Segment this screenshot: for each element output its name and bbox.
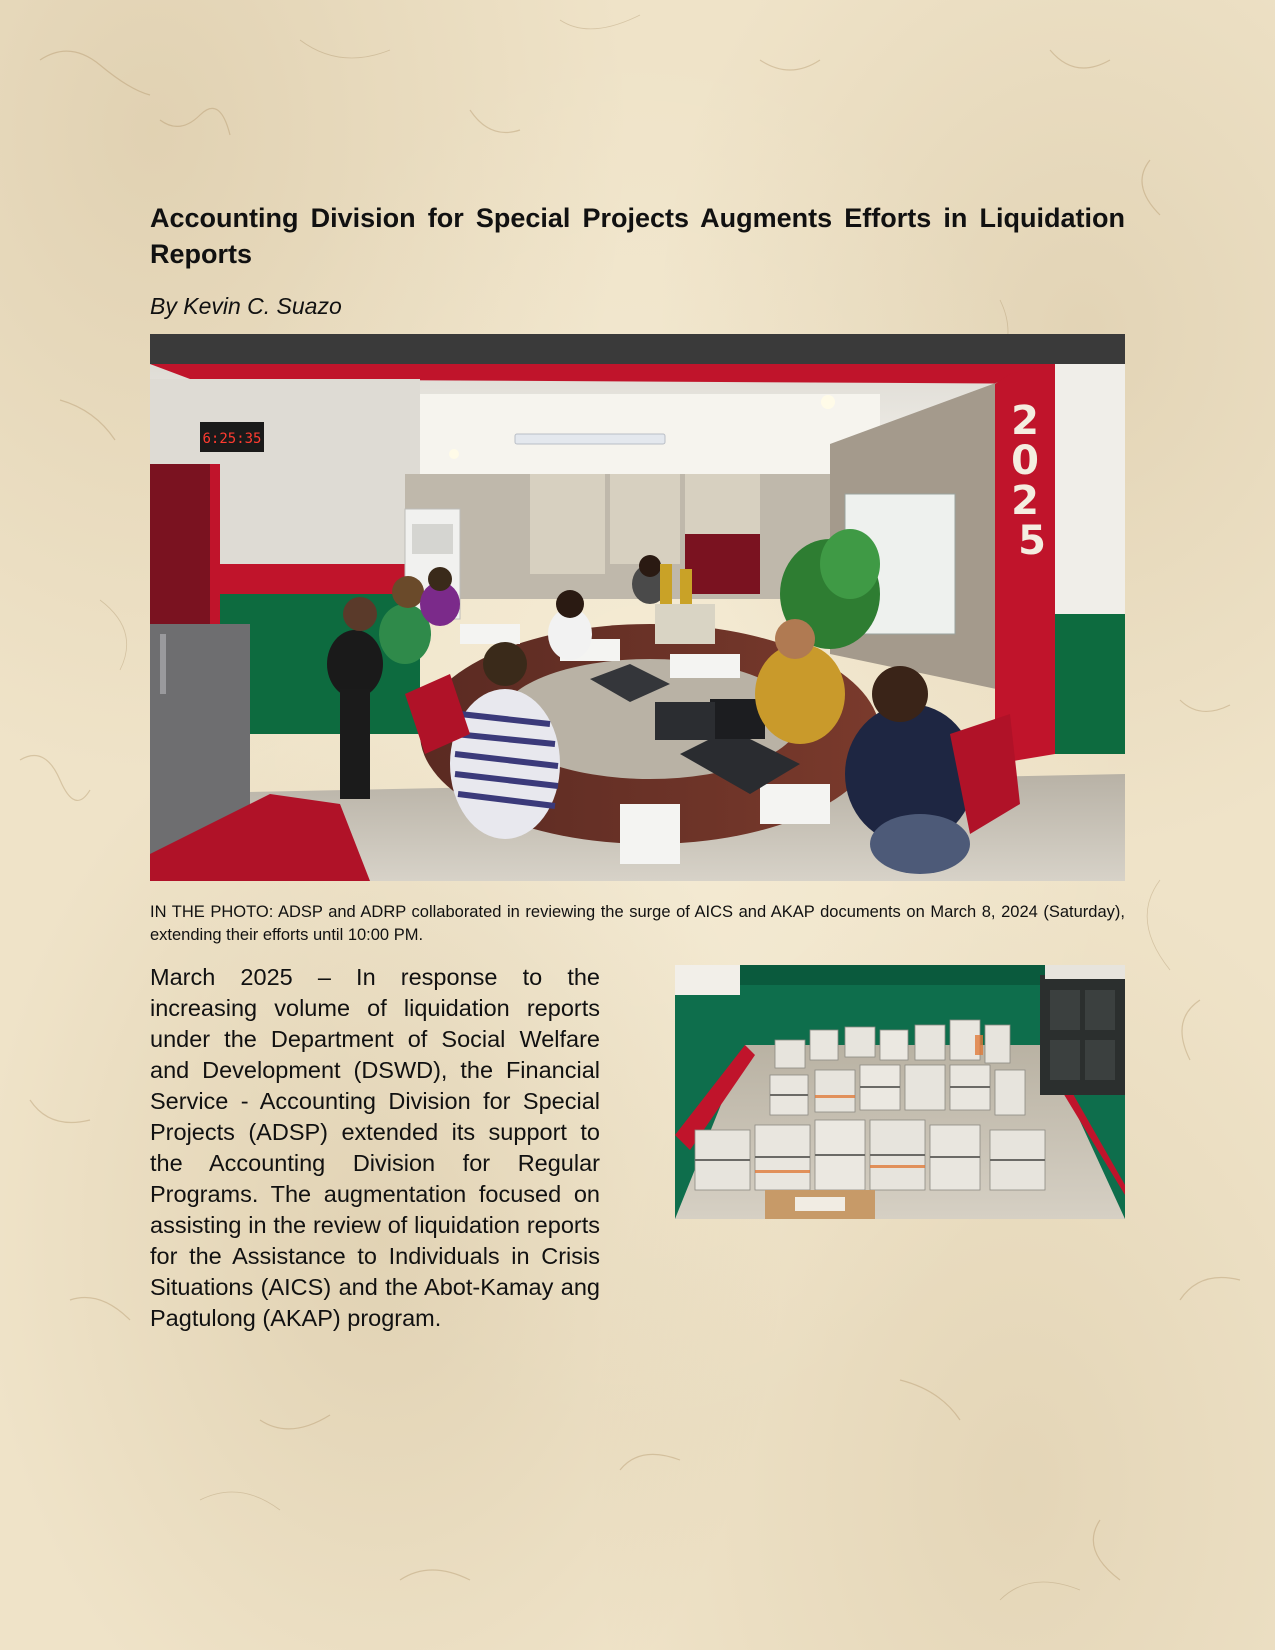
secondary-photo-document-stacks bbox=[675, 965, 1125, 1219]
article-body-section bbox=[150, 962, 1125, 1362]
wall-year-text: 2 0 2 5 bbox=[1011, 398, 1046, 564]
photo-caption: IN THE PHOTO: ADSP and ADRP collaborated in reviewing the surge of AICS and AKAP documents on March 8, 2024 (Saturday), extending their efforts until 10:00 PM. bbox=[150, 903, 1125, 944]
article-body-paragraph: March 2025 – In response to the increasing volume of liquidation reports under the Department of Social Welfare and Development (DSWD), the Financial Service - Accounting Division for Special Projects (ADSP) extended its support to the Accounting Division for Regular Programs. The augmentation focused on assisting in the review of liquidation reports for the Assistance to Individuals in Crisis Situations (AICS) and the Abot-Kamay ang Pagtulong (AKAP) program. bbox=[150, 964, 600, 1331]
wall-clock-display: 6:25:35 bbox=[202, 431, 262, 447]
article bbox=[150, 200, 1125, 1362]
article-byline: By Kevin C. Suazo bbox=[150, 293, 342, 319]
main-photo-office-review bbox=[150, 334, 1125, 881]
article-headline: Accounting Division for Special Projects Augments Efforts in Liquidation Reports bbox=[150, 203, 1125, 269]
